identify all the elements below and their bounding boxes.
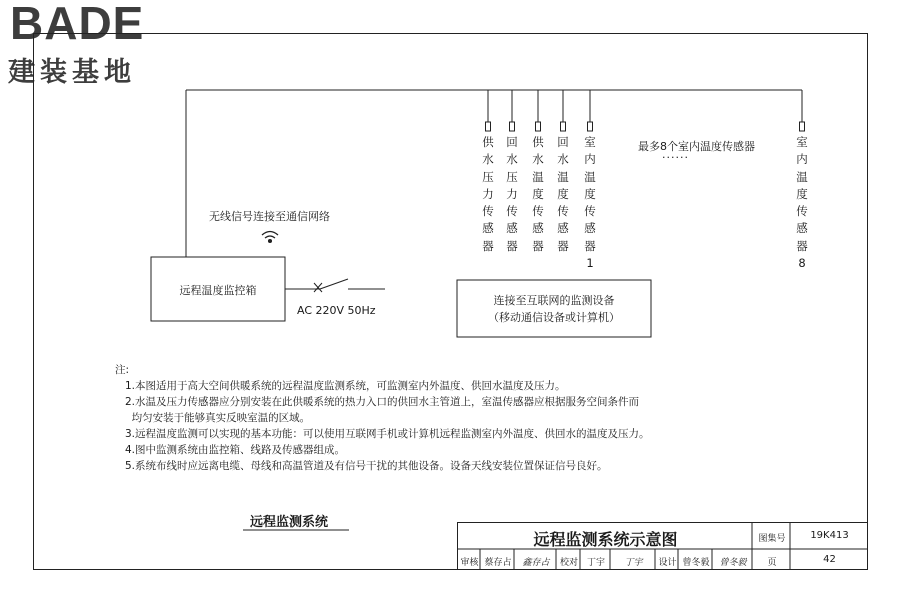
- wireless-label: 无线信号连接至通信网络: [209, 210, 330, 223]
- note-item: 5.系统布线时应远离电缆、母线和高温管道及有信号干扰的其他设备。设备天线安装位置保证信号良好。: [125, 460, 608, 472]
- device-box-line1: 连接至互联网的监测设备: [493, 294, 615, 307]
- note-item: 均匀安装于能够真实反映室温的区域。: [125, 412, 311, 424]
- sensor-return-temp: 回水温度传感器: [557, 135, 569, 253]
- logo-chinese: 建装基地: [8, 57, 136, 88]
- diagram-subtitle: 远程监测系统: [250, 515, 329, 530]
- review-label: 审核: [460, 558, 479, 568]
- ellipsis: ······: [662, 151, 689, 164]
- switch-blade: [320, 279, 348, 289]
- power-label: AC 220V 50Hz: [297, 304, 376, 317]
- monitor-box-label: 远程温度监控箱: [179, 284, 257, 297]
- logo-latin: BADE: [10, 0, 145, 49]
- sensor-probe: [536, 122, 541, 131]
- sensor-probe: [510, 122, 515, 131]
- sensor-supply-temp: 供水温度传感器: [532, 135, 544, 253]
- check-label: 校对: [559, 558, 578, 568]
- page-label: 页: [767, 558, 777, 568]
- sensor-supply-pressure: 供水压力传感器: [482, 135, 494, 253]
- note-item: 1.本图适用于高大空间供暖系统的远程温度监测系统，可监测室内外温度、供回水温度及压力。: [125, 380, 566, 392]
- title-block: [457, 522, 867, 569]
- device-box-line2: （移动通信设备或计算机）: [488, 311, 620, 324]
- note-item: 3.远程温度监测可以实现的基本功能：可以使用互联网手机或计算机远程监测室内外温度、供回水的温度及压力。: [125, 428, 650, 440]
- designer-signature: 曾冬毅: [719, 558, 747, 568]
- atlas-label: 图集号: [758, 534, 786, 544]
- atlas-number: 19K413: [810, 530, 849, 541]
- checker-name: 丁宇: [586, 558, 605, 568]
- notes-heading: 注:: [115, 364, 130, 376]
- sensor-probe: [561, 122, 566, 131]
- designer-name: 曾冬毅: [682, 558, 710, 568]
- note-item: 2.水温及压力传感器应分别安装在此供暖系统的热力入口的供回水主管道上，室温传感器应根据服务空间条件而: [125, 396, 640, 408]
- sensor-probe: [800, 122, 805, 131]
- sensor-probe: [486, 122, 491, 131]
- max-sensors-label: 最多8个室内温度传感器: [638, 140, 755, 153]
- checker-signature: 丁宇: [624, 558, 643, 568]
- wifi-icon: [262, 232, 278, 243]
- sensor-indoor-temp-8: 室内温度传感器8: [796, 135, 808, 271]
- note-item: 4.图中监测系统由监控箱、线路及传感器组成。: [125, 444, 346, 456]
- page-number: 42: [823, 554, 836, 565]
- reviewer-signature: 鑫存占: [522, 558, 550, 568]
- drawing-title: 远程监测系统示意图: [533, 530, 678, 549]
- design-label: 设计: [658, 558, 677, 568]
- reviewer-name: 蔡存占: [484, 558, 512, 568]
- sensor-probe: [588, 122, 593, 131]
- sensor-indoor-temp-1: 室内温度传感器1: [584, 135, 596, 271]
- sensor-return-pressure: 回水压力传感器: [506, 135, 518, 253]
